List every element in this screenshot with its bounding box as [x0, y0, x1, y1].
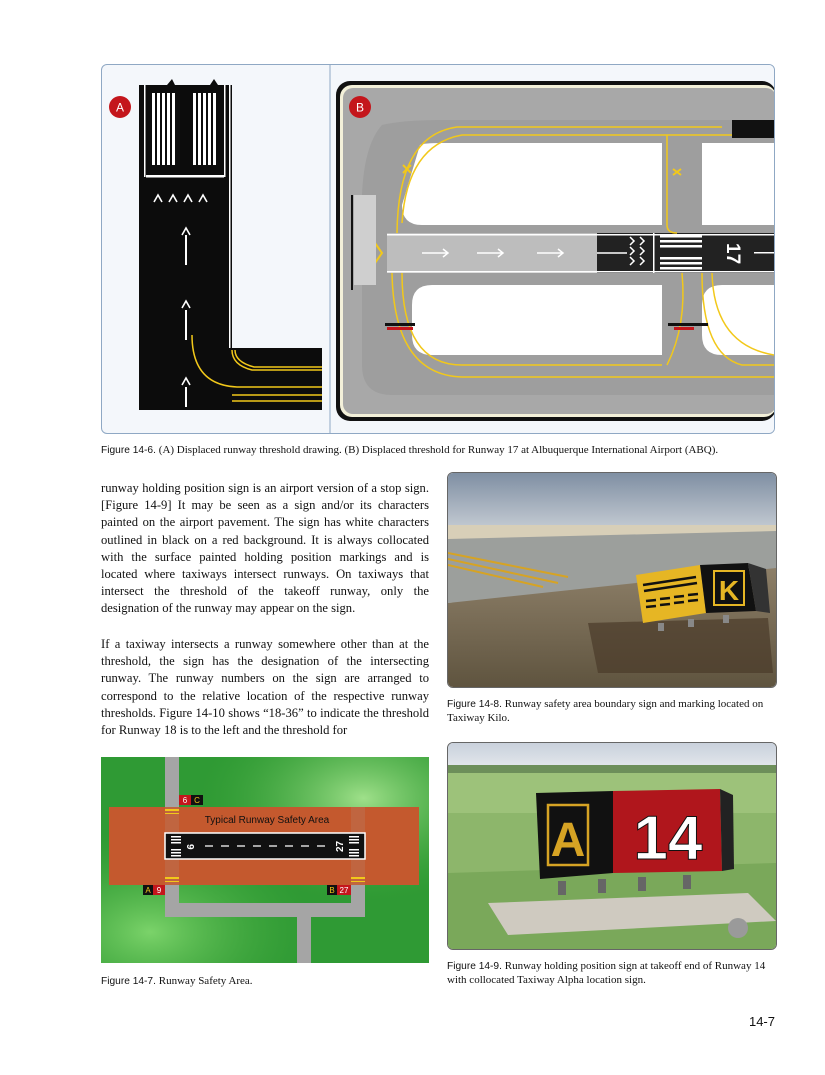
sign-black-text: A: [145, 886, 151, 895]
caption-lead: Figure 14-7.: [101, 976, 156, 987]
sign-black-text: B: [329, 886, 335, 895]
caption-lead: Figure 14-8.: [447, 699, 502, 710]
figure-14-7-diagram: [101, 757, 429, 963]
figure-14-7-caption: [101, 975, 429, 989]
sign-red-text: 6: [182, 796, 188, 805]
caption-lead: Figure 14-9.: [447, 961, 502, 972]
runway-14-number: 14: [633, 804, 703, 873]
figure-14-8-photo: [447, 472, 777, 688]
caption-lead: Figure 14-6.: [101, 445, 156, 456]
figure-14-9-photo: [447, 742, 777, 950]
panel-a-label: A: [115, 100, 125, 115]
figure-14-6: [101, 64, 775, 434]
caption-body: Runway holding position sign at takeoff end of Runway 14 with collocated Taxiway Alpha location sign.: [447, 960, 766, 986]
body-paragraph: If a taxiway intersects a runway somewhere other than at the threshold, the sign has the designation of the intersecting runway. The runway numbers on the sign are arranged to correspond to the relative location of the respective runway thresholds. Figure 14-10 shows “18-36” to indicate the threshold for Runway 18 is to the left and the threshold for: [101, 637, 429, 738]
caption-body: (A) Displaced runway threshold drawing. (B) Displaced threshold for Runway 17 at Albuquerque International Airport (ABQ).: [158, 444, 719, 456]
sign-a-9: [143, 885, 165, 895]
body-paragraph: runway holding position sign is an airport version of a stop sign. [Figure 14-9] It may be seen as a sign and/or its characters painted on the airport pavement. The sign has white characters outlined in black on a red background. It is always collocated with the surface painted holding position markings and is located where taxiways intersect runways. On taxiways that intersect the threshold of the takeoff runway, only the designation of the runway may appear on the sign.: [101, 481, 429, 616]
runway-9-number: 9: [184, 844, 195, 850]
figure-14-8-caption: [447, 698, 777, 725]
safety-area-label: Typical Runway Safety Area: [204, 815, 330, 826]
panel-a-runway: [109, 79, 322, 410]
sign-6-c: [179, 795, 203, 805]
taxiway-k-letter: K: [718, 575, 740, 606]
sign-red-text: 27: [339, 886, 349, 895]
panel-b-label: B: [355, 100, 365, 115]
figure-14-9-caption: [447, 960, 777, 987]
caption-body: Runway Safety Area.: [158, 975, 253, 987]
page-number: 14-7: [748, 1014, 775, 1029]
runway-17-number: 17: [722, 243, 743, 265]
caption-body: Runway safety area boundary sign and marking located on Taxiway Kilo.: [447, 698, 764, 724]
sign-b-27: [327, 885, 351, 895]
sign-red-text: 9: [156, 886, 162, 895]
figure-14-6-caption: [101, 444, 781, 458]
runway-27-number: 27: [335, 840, 346, 852]
taxiway-a-letter: A: [550, 814, 586, 867]
sign-black-text: C: [194, 796, 200, 805]
panel-b-aerial: [331, 65, 774, 433]
displaced-threshold-drawing: [102, 65, 774, 433]
